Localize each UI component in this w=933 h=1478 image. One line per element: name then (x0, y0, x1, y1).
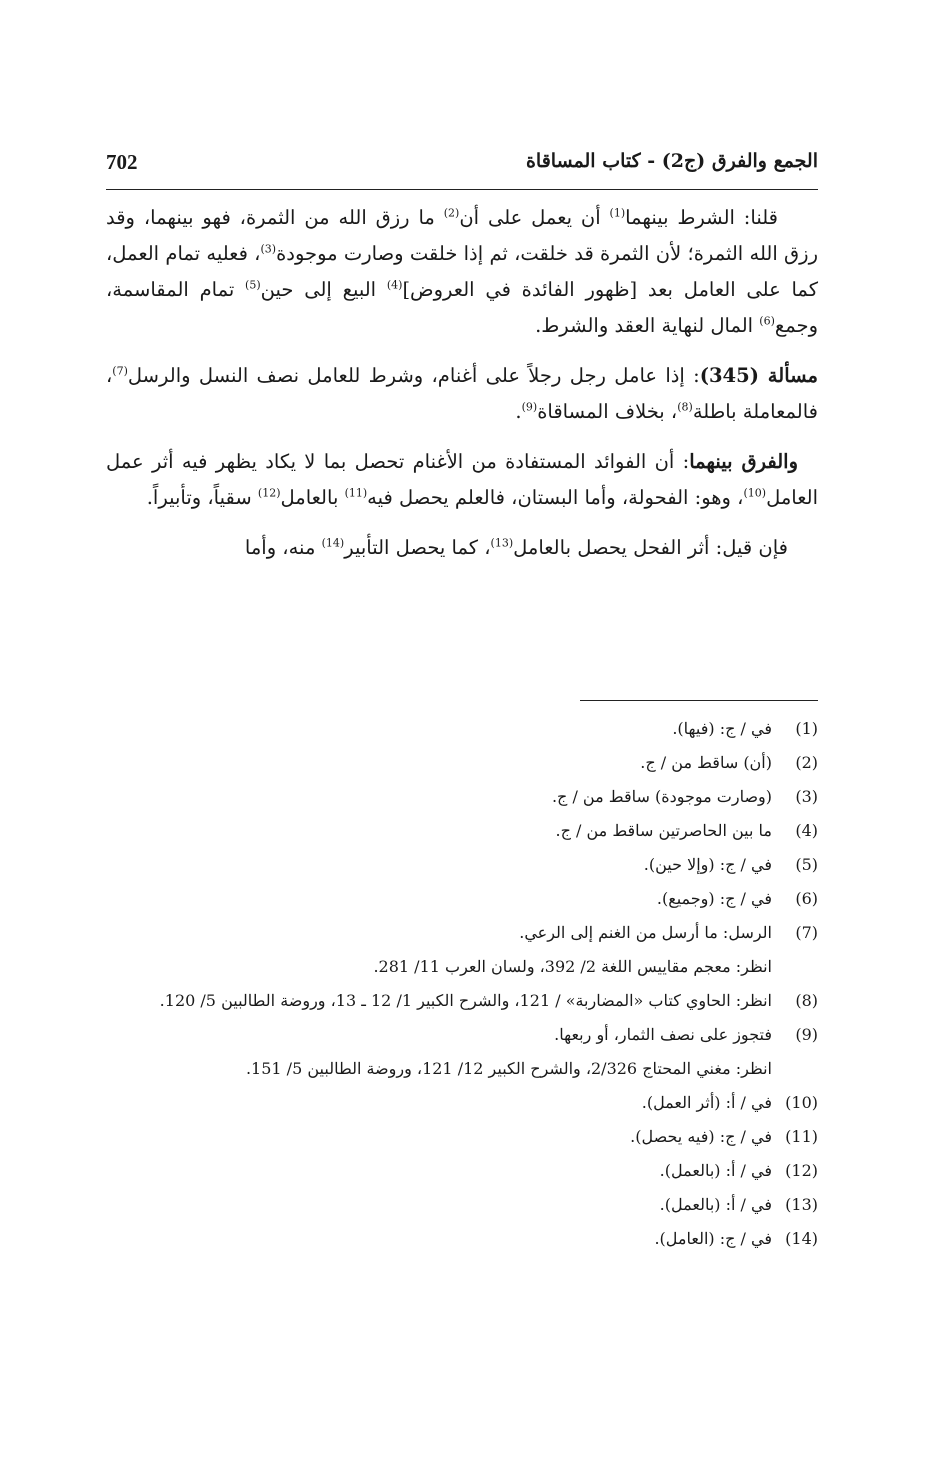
footnote-text: الرسل: ما أرسل من الغنم إلى الرعي. (519, 923, 772, 942)
footnote-ref[interactable]: (3) (260, 242, 277, 256)
footnote-ref[interactable]: (14) (321, 536, 345, 550)
text-run: ، وهو: الفحولة، وأما البستان، فالعلم يحصل فيه (367, 486, 744, 509)
footnote-number: (4) (795, 821, 818, 840)
footnote (106, 916, 818, 950)
header-rule (106, 189, 818, 190)
footnote (106, 814, 818, 848)
paragraph-1 (106, 200, 818, 344)
text-run: قلنا: الشرط بينهما (625, 206, 778, 229)
text-run: ، فعليه تمام العمل، كما على العامل بعد [ظهور الفائدة في العروض] (106, 242, 818, 301)
text-run: المال لنهاية العقد والشرط. (535, 314, 760, 337)
text-run: : أن الفوائد المستفادة من الأغنام تحصل بما لا يكاد يظهر فيه أثر عمل العامل (106, 450, 818, 509)
footnote-ref[interactable]: (2) (443, 206, 460, 220)
footnote-text: انظر: الحاوي كتاب «المضاربة» / 121، والشرح الكبير 1/ 12 ـ 13، وروضة الطالبين 5/ 120. (159, 991, 772, 1010)
footnote-ref[interactable]: (6) (759, 314, 775, 328)
paragraph-2 (106, 358, 818, 430)
footnote (106, 1222, 818, 1256)
main-text (106, 200, 818, 580)
footnote-ref[interactable]: (13) (490, 536, 514, 550)
text-run: سقياً، وتأبيراً. (146, 486, 258, 509)
footnote (106, 848, 818, 882)
text-run: ، بخلاف المساقاة (537, 400, 678, 423)
issue-heading: مسألة (345) (699, 364, 818, 387)
footnote-number: (13) (785, 1195, 818, 1214)
footnote-number: (11) (785, 1127, 818, 1146)
footnote-text: في / ج: (وجميع). (656, 889, 772, 908)
footnote-ref[interactable]: (10) (743, 486, 767, 500)
text-run: ، فالمعاملة باطلة (106, 364, 818, 423)
footnote (106, 984, 818, 1018)
footnote (106, 882, 818, 916)
footnote-text: في / ج: (العامل). (654, 1229, 772, 1248)
footnote-ref[interactable]: (9) (521, 400, 538, 414)
footnote-text: (أن) ساقط من / ج. (640, 753, 772, 772)
footnote (106, 780, 818, 814)
footnote-number: (10) (785, 1093, 818, 1112)
footnote (106, 1018, 818, 1052)
footnote (106, 1154, 818, 1188)
text-run: ما رزق الله من الثمرة، فهو بينهما، وقد رزق الله الثمرة؛ لأن الثمرة قد خلقت، ثم إذا خلقت وصارت موجودة (106, 206, 818, 265)
footnote-ref[interactable]: (4) (386, 278, 403, 292)
footnote-reference: انظر: مغني المحتاج 2/326، والشرح الكبير 12/ 121، وروضة الطالبين 5/ 151. (245, 1059, 772, 1078)
page-number: 702 (106, 150, 138, 174)
text-run: البيع إلى حين (260, 278, 387, 301)
footnote (106, 1188, 818, 1222)
footnote-text: في / ج: (فيها). (672, 719, 772, 738)
text-run: فإن قيل: أثر الفحل يحصل بالعامل (513, 536, 788, 559)
footnote-number: (9) (795, 1025, 818, 1044)
footnote-text: (وصارت موجودة) ساقط من / ج. (551, 787, 772, 806)
text-run: . (515, 400, 522, 423)
text-run: : إذا عامل رجل رجلاً على أغنام، وشرط للعامل نصف النسل والرسل (127, 364, 700, 387)
footnote-number: (7) (795, 923, 818, 942)
footnote-number: (5) (795, 855, 818, 874)
footnote-number: (3) (795, 787, 818, 806)
footnote-ref[interactable]: (12) (257, 486, 281, 500)
text-run: ، كما يحصل التأبير (344, 536, 491, 559)
footnote-number: (6) (795, 889, 818, 908)
paragraph-3 (106, 444, 818, 516)
footnote (106, 712, 818, 746)
footnote-text: في / ج: (وإلا حين). (643, 855, 772, 874)
footnote-number: (12) (785, 1161, 818, 1180)
footnote-number: (8) (795, 991, 818, 1010)
text-run: بالعامل (280, 486, 345, 509)
difference-heading: والفرق بينهما (689, 450, 798, 473)
footnote-text: فتجوز على نصف الثمار، أو ربعها. (554, 1025, 772, 1044)
footnote-text: ما بين الحاصرتين ساقط من / ج. (555, 821, 772, 840)
footnote (106, 1120, 818, 1154)
footnote-number: (2) (795, 753, 818, 772)
footnote-ref[interactable]: (8) (677, 400, 693, 414)
footnote-ref[interactable]: (7) (112, 364, 128, 378)
footnote-number: (1) (795, 719, 818, 738)
text-run: منه، وأما (244, 536, 322, 559)
page-header (106, 148, 818, 188)
footnotes (106, 712, 818, 1256)
footnote-ref[interactable]: (11) (344, 486, 368, 500)
footnote-text: في / أ: (أثر العمل). (641, 1093, 772, 1112)
footnote-text: في / ج: (فيه يحصل). (630, 1127, 772, 1146)
footnote-ref[interactable]: (1) (609, 206, 626, 220)
running-title: الجمع والفرق (ج2) - كتاب المساقاة (525, 150, 818, 172)
footnote-text: في / أ: (بالعمل). (659, 1195, 772, 1214)
footnote (106, 746, 818, 780)
paragraph-4 (106, 530, 818, 566)
footnote (106, 1086, 818, 1120)
text-run: تمام المقاسمة، وجمع (106, 278, 818, 337)
footnote-reference: انظر: معجم مقاييس اللغة 2/ 392، ولسان العرب 11/ 281. (373, 957, 772, 976)
footnote-number: (14) (785, 1229, 818, 1248)
footnote-ref[interactable]: (5) (245, 278, 261, 292)
text-run: أن يعمل على أن (459, 206, 610, 229)
footnote-separator (580, 700, 818, 701)
footnote-text: في / أ: (بالعمل). (659, 1161, 772, 1180)
